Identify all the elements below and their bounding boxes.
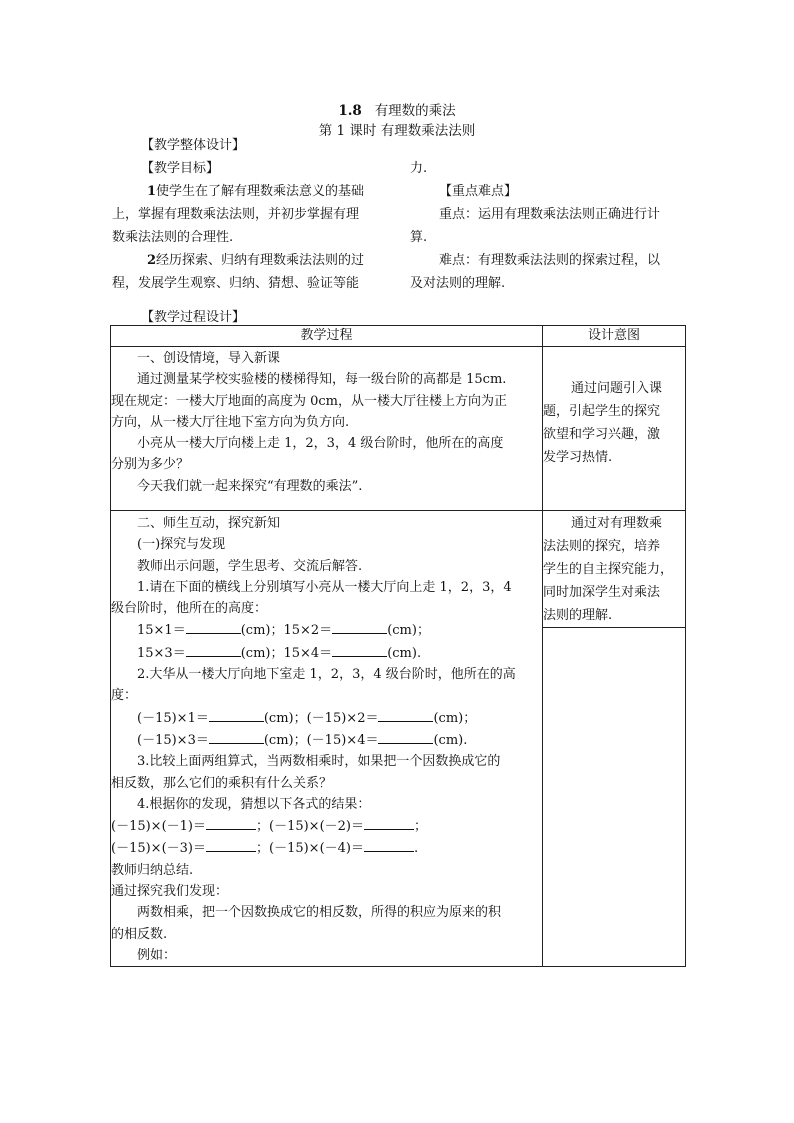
answer-blank[interactable]: [332, 619, 387, 634]
goal2-line1: 2经历探索、归纳有理数乘法法则的过: [147, 253, 365, 268]
goal2-continuation: 力.: [410, 161, 428, 176]
intent2-line: 学生的自主探究能力，: [543, 562, 674, 577]
overall-design-heading: 【教学整体设计】: [141, 138, 246, 153]
section2-cell: [111, 511, 543, 967]
answer-blank[interactable]: [209, 729, 264, 744]
intent-cell-2: [543, 511, 686, 628]
section1-line: 通过测量某学校实验楼的楼梯得知，每一级台阶的高都是 15cm.: [137, 372, 507, 388]
question3-line1: 3.比较上面两组算式，当两数相乘时，如果把一个因数换成它的: [137, 754, 501, 770]
goal1-line3: 数乘法法则的合理性.: [112, 230, 234, 245]
section1-line: 小亮从一楼大厅向楼上走 1，2，3，4 级台阶时，他所在的高度: [137, 436, 504, 452]
equation-row: 15×3＝ (cm)；15×4＝ (cm).: [111, 642, 542, 664]
section1-cell: [111, 347, 543, 511]
example-label: 例如：: [137, 947, 177, 963]
answer-blank[interactable]: [206, 815, 256, 830]
teacher-summary: 教师归纳总结.: [111, 862, 194, 878]
equation-row: 15×1＝ (cm)；15×2＝ (cm)；: [111, 619, 542, 641]
equation-row: (－15)×3＝ (cm)；(－15)×4＝ (cm).: [111, 729, 542, 751]
rule-line2: 的相反数.: [111, 926, 168, 942]
question2-line1: 2.大华从一楼大厅向地下室走 1，2，3，4 级台阶时，他所在的高: [137, 667, 516, 683]
answer-blank[interactable]: [378, 707, 433, 722]
lesson-number: 1.8: [338, 103, 362, 119]
equation-row: (－15)×1＝ (cm)；(－15)×2＝ (cm)；: [111, 707, 542, 729]
question1-line2: 级台阶时，他所在的高度：: [111, 601, 268, 617]
goal1-line2: 上，掌握有理数乘法法则，并初步掌握有理: [112, 207, 360, 222]
intent2-line: 法法则的探究，培养: [543, 539, 661, 554]
answer-blank[interactable]: [209, 707, 264, 722]
section2-intro: 教师出示问题，学生思考、交流后解答.: [137, 558, 363, 574]
section1-line: 分别为多少？: [111, 457, 190, 473]
answer-blank[interactable]: [364, 815, 414, 830]
intent2-line: 同时加深学生对乘法: [543, 585, 661, 600]
lesson-title-text: 有理数的乘法: [374, 103, 456, 119]
rule-line1: 两数相乘，把一个因数换成它的相反数，所得的积应为原来的积: [137, 905, 502, 921]
goal1-line1: 1使学生在了解有理数乘法意义的基础: [147, 184, 365, 199]
difficulty-line1: 难点：有理数乘法法则的探索过程，以: [439, 253, 661, 268]
section1-line: 方向，从一楼大厅往地下室方向为负方向.: [111, 414, 350, 430]
left-column: [112, 134, 402, 295]
answer-blank[interactable]: [186, 642, 241, 657]
right-column: [410, 157, 690, 295]
question3-line2: 相反数，那么它们的乘积有什么关系？: [111, 775, 333, 791]
difficulty-line2: 及对法则的理解.: [410, 276, 506, 291]
key-point-line1: 重点：运用有理数乘法法则正确进行计: [439, 207, 661, 222]
equation-row: (－15)×(－1)＝ ；(－15)×(－2)＝ ；: [111, 815, 542, 837]
key-difficulty-heading: 【重点难点】: [439, 184, 518, 199]
section1-line: 今天我们就一起来探究“有理数的乘法”.: [137, 478, 363, 494]
goals-heading: 【教学目标】: [141, 161, 220, 176]
key-point-line2: 算.: [410, 230, 428, 245]
col-header-intent: 设计意图: [543, 326, 686, 347]
section2-heading: 二、师生互动，探究新知: [137, 516, 281, 531]
answer-blank[interactable]: [364, 837, 414, 852]
process-heading: 【教学过程设计】: [141, 310, 246, 325]
section2-subheading: (一)探究与发现: [137, 537, 226, 553]
intent2-line: 法则的理解.: [543, 608, 613, 623]
question4: 4.根据你的发现，猜想以下各式的结果：: [137, 796, 371, 812]
intent1-line: 通过问题引入课: [571, 381, 663, 396]
intent1-line: 题，引起学生的探究: [543, 404, 661, 419]
answer-blank[interactable]: [332, 642, 387, 657]
col-header-process: 教学过程: [111, 326, 543, 347]
teaching-process-table: [110, 325, 686, 967]
lesson-title: [0, 99, 794, 119]
intent-cell-1: [543, 347, 686, 511]
question2-line2: 度：: [111, 688, 138, 704]
answer-blank[interactable]: [378, 729, 433, 744]
found-line: 通过探究我们发现：: [111, 884, 229, 900]
section1-heading: 一、创设情境，导入新课: [137, 351, 281, 366]
intent1-line: 欲望和学习兴趣，激: [543, 427, 661, 442]
answer-blank[interactable]: [206, 837, 256, 852]
intent-cell-empty: [543, 628, 686, 967]
answer-blank[interactable]: [186, 619, 241, 634]
goal2-line2: 程，发展学生观察、归纳、猜想、验证等能: [112, 276, 360, 291]
lesson-subtitle: 第 1 课时 有理数乘法法则: [318, 123, 476, 139]
section1-line: 现在规定：一楼大厅地面的高度为 0cm，从一楼大厅往楼上方向为正: [111, 393, 508, 409]
equation-row: (－15)×(－3)＝ ；(－15)×(－4)＝ .: [111, 837, 542, 859]
question1-line1: 1.请在下面的横线上分别填写小亮从一楼大厅向上走 1，2，3，4: [137, 579, 512, 595]
intent1-line: 发学习热情.: [543, 450, 613, 465]
intent2-line: 通过对有理数乘: [571, 516, 663, 531]
